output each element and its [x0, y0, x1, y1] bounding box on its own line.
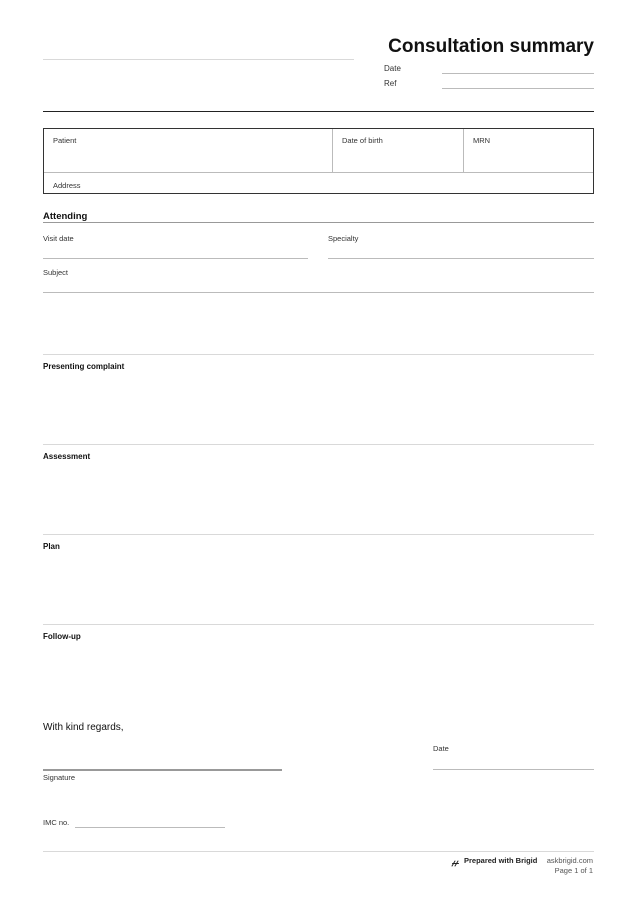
section-divider — [43, 624, 594, 625]
patient-box-divider — [332, 129, 333, 172]
subject-label: Subject — [43, 268, 69, 277]
imc-label: IMC no. — [43, 818, 70, 827]
specialty-label: Specialty — [328, 234, 359, 243]
attending-rule — [43, 222, 594, 223]
plan-area[interactable] — [43, 555, 594, 621]
page-title: Consultation summary — [388, 36, 594, 57]
header-date-field[interactable] — [442, 73, 594, 74]
letterhead-line — [43, 59, 354, 60]
section-divider — [43, 354, 594, 355]
attending-title: Attending — [43, 211, 88, 222]
header-ref-label: Ref — [384, 79, 397, 88]
visit-date-field[interactable] — [43, 258, 308, 259]
footer-brand: Prepared with Brigid — [464, 856, 538, 865]
section-divider — [43, 534, 594, 535]
follow-up-heading: Follow-up — [43, 632, 81, 641]
footer-website[interactable]: askbrigid.com — [546, 856, 593, 865]
section-divider — [43, 444, 594, 445]
closing-regards: With kind regards, — [43, 722, 124, 733]
presenting-complaint-area[interactable] — [43, 375, 594, 441]
header-ref-field[interactable] — [442, 88, 594, 89]
assessment-heading: Assessment — [43, 452, 91, 461]
assessment-area[interactable] — [43, 465, 594, 531]
patient-box-divider — [463, 129, 464, 172]
presenting-complaint-heading: Presenting complaint — [43, 362, 125, 371]
address-label: Address — [53, 181, 81, 190]
patient-label: Patient — [53, 136, 77, 145]
patient-box-divider — [44, 172, 593, 173]
header-divider — [43, 111, 594, 112]
follow-up-area[interactable] — [43, 645, 594, 705]
imc-field[interactable] — [75, 827, 225, 828]
dob-label: Date of birth — [342, 136, 383, 145]
footer-page-number: Page 1 of 1 — [554, 866, 593, 875]
signature-label: Signature — [43, 773, 76, 782]
closing-date-field[interactable] — [433, 769, 594, 770]
plan-heading: Plan — [43, 542, 60, 551]
footer-divider — [43, 851, 594, 852]
visit-date-label: Visit date — [43, 234, 74, 243]
header-date-label: Date — [384, 64, 401, 73]
specialty-field[interactable] — [328, 258, 594, 259]
patient-box — [43, 128, 594, 194]
closing-date-label: Date — [433, 744, 449, 753]
signature-field[interactable] — [43, 769, 282, 771]
subject-field[interactable] — [43, 292, 594, 293]
mrn-label: MRN — [473, 136, 491, 145]
brigid-logo-icon — [451, 855, 460, 864]
